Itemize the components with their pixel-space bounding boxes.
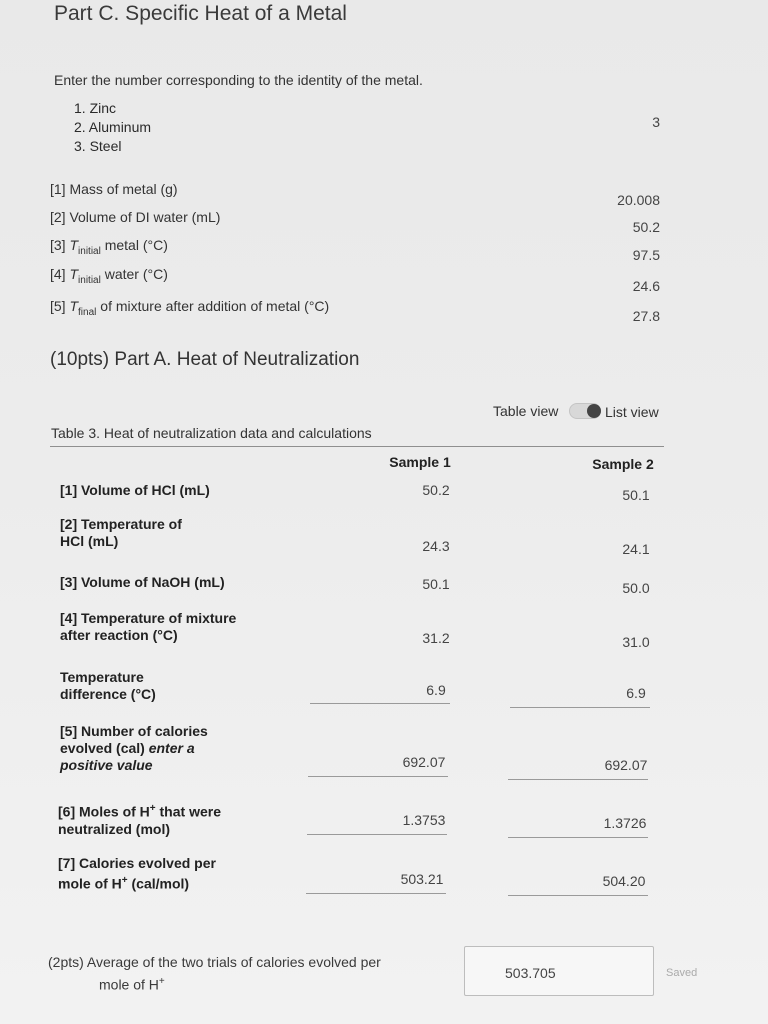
toggle-knob xyxy=(587,404,601,418)
row-moles-h-sample-2: 1.3726 xyxy=(603,815,647,831)
row-volume-naoh-sample-2[interactable]: 50.0 xyxy=(622,580,650,596)
row-temp-hcl-sample-2[interactable]: 24.1 xyxy=(622,541,650,557)
underline xyxy=(508,895,648,896)
mass-of-metal-input[interactable]: 20.008 xyxy=(617,192,660,208)
metal-answer-input[interactable]: 3 xyxy=(652,114,660,130)
table-view-label[interactable]: Table view xyxy=(493,403,559,419)
metal-option-steel: 3. Steel xyxy=(74,138,122,154)
row-calories-evolved-label: [5] Number of calories evolved (cal) enter a positive value xyxy=(60,723,208,773)
t-final-mixture-input[interactable]: 27.8 xyxy=(632,308,660,324)
metal-option-aluminum: 2. Aluminum xyxy=(74,119,152,135)
row-temp-mixture-sample-2[interactable]: 31.0 xyxy=(622,634,650,650)
row-moles-h-label: [6] Moles of H+ that were neutralized (mol) xyxy=(58,803,221,837)
underline xyxy=(307,834,447,835)
header-sample-1: Sample 1 xyxy=(389,454,451,470)
row-volume-naoh-label: [3] Volume of NaOH (mL) xyxy=(60,574,225,590)
row-moles-h-sample-1: 1.3753 xyxy=(402,812,446,828)
row-calories-per-mole-label: [7] Calories evolved per mole of H+ (cal/mol) xyxy=(58,855,216,892)
row-temp-hcl-label: [2] Temperature of HCl (mL) xyxy=(60,516,182,549)
saved-status: Saved xyxy=(666,967,698,979)
part-a-title: (10pts) Part A. Heat of Neutralization xyxy=(50,349,360,370)
metal-option-zinc: 1. Zinc xyxy=(74,100,117,116)
t-initial-metal-label: [3] $T_{initial}$ metal (°C) xyxy=(50,237,168,257)
row-volume-naoh-sample-1[interactable]: 50.1 xyxy=(422,576,450,592)
underline xyxy=(308,776,448,777)
row-temp-difference-sample-2: 6.9 xyxy=(626,685,646,701)
row-temp-difference-label: Temperature difference (°C) xyxy=(60,669,156,702)
underline xyxy=(306,893,446,894)
volume-di-water-input[interactable]: 50.2 xyxy=(632,219,660,235)
volume-di-water-label: [2] Volume of DI water (mL) xyxy=(50,209,221,225)
row-calories-per-mole-sample-2: 504.20 xyxy=(602,873,646,889)
underline xyxy=(508,837,648,838)
row-temp-hcl-sample-1[interactable]: 24.3 xyxy=(422,538,450,554)
average-label: (2pts) Average of the two trials of calories evolved per mole of H+ xyxy=(48,954,381,993)
metal-options xyxy=(74,99,151,156)
list-view-label[interactable]: List view xyxy=(605,404,659,420)
t-initial-water-input[interactable]: 24.6 xyxy=(632,278,660,294)
view-toggle-switch[interactable] xyxy=(569,403,603,419)
row-temp-mixture-label: [4] Temperature of mixture after reaction (°C) xyxy=(60,610,237,643)
row-calories-per-mole-sample-1: 503.21 xyxy=(400,871,444,887)
row-temp-mixture-sample-1[interactable]: 31.2 xyxy=(422,630,450,646)
table-caption: Table 3. Heat of neutralization data and calculations xyxy=(51,425,372,441)
t-initial-water-label: [4] $T_{initial}$ water (°C) xyxy=(50,266,168,286)
row-calories-evolved-sample-1: 692.07 xyxy=(402,754,446,770)
t-initial-metal-input[interactable]: 97.5 xyxy=(632,247,660,263)
underline xyxy=(510,707,650,708)
metal-prompt: Enter the number corresponding to the identity of the metal. xyxy=(54,72,423,88)
table-caption-divider xyxy=(50,446,664,447)
row-volume-hcl-label: [1] Volume of HCl (mL) xyxy=(60,482,210,498)
underline xyxy=(508,779,648,780)
header-sample-2: Sample 2 xyxy=(592,456,654,472)
average-input[interactable] xyxy=(464,946,654,996)
row-volume-hcl-sample-2[interactable]: 50.1 xyxy=(622,487,650,503)
t-final-mixture-label: [5] $T_{final}$ of mixture after addition of metal (°C) xyxy=(50,298,330,318)
part-c-title: Part C. Specific Heat of a Metal xyxy=(54,2,347,25)
row-volume-hcl-sample-1[interactable]: 50.2 xyxy=(422,482,450,498)
row-temp-difference-sample-1: 6.9 xyxy=(426,682,446,698)
row-calories-evolved-sample-2: 692.07 xyxy=(604,757,648,773)
average-value: 503.705 xyxy=(505,965,556,981)
mass-of-metal-label: [1] Mass of metal (g) xyxy=(50,181,178,197)
underline xyxy=(310,703,450,704)
